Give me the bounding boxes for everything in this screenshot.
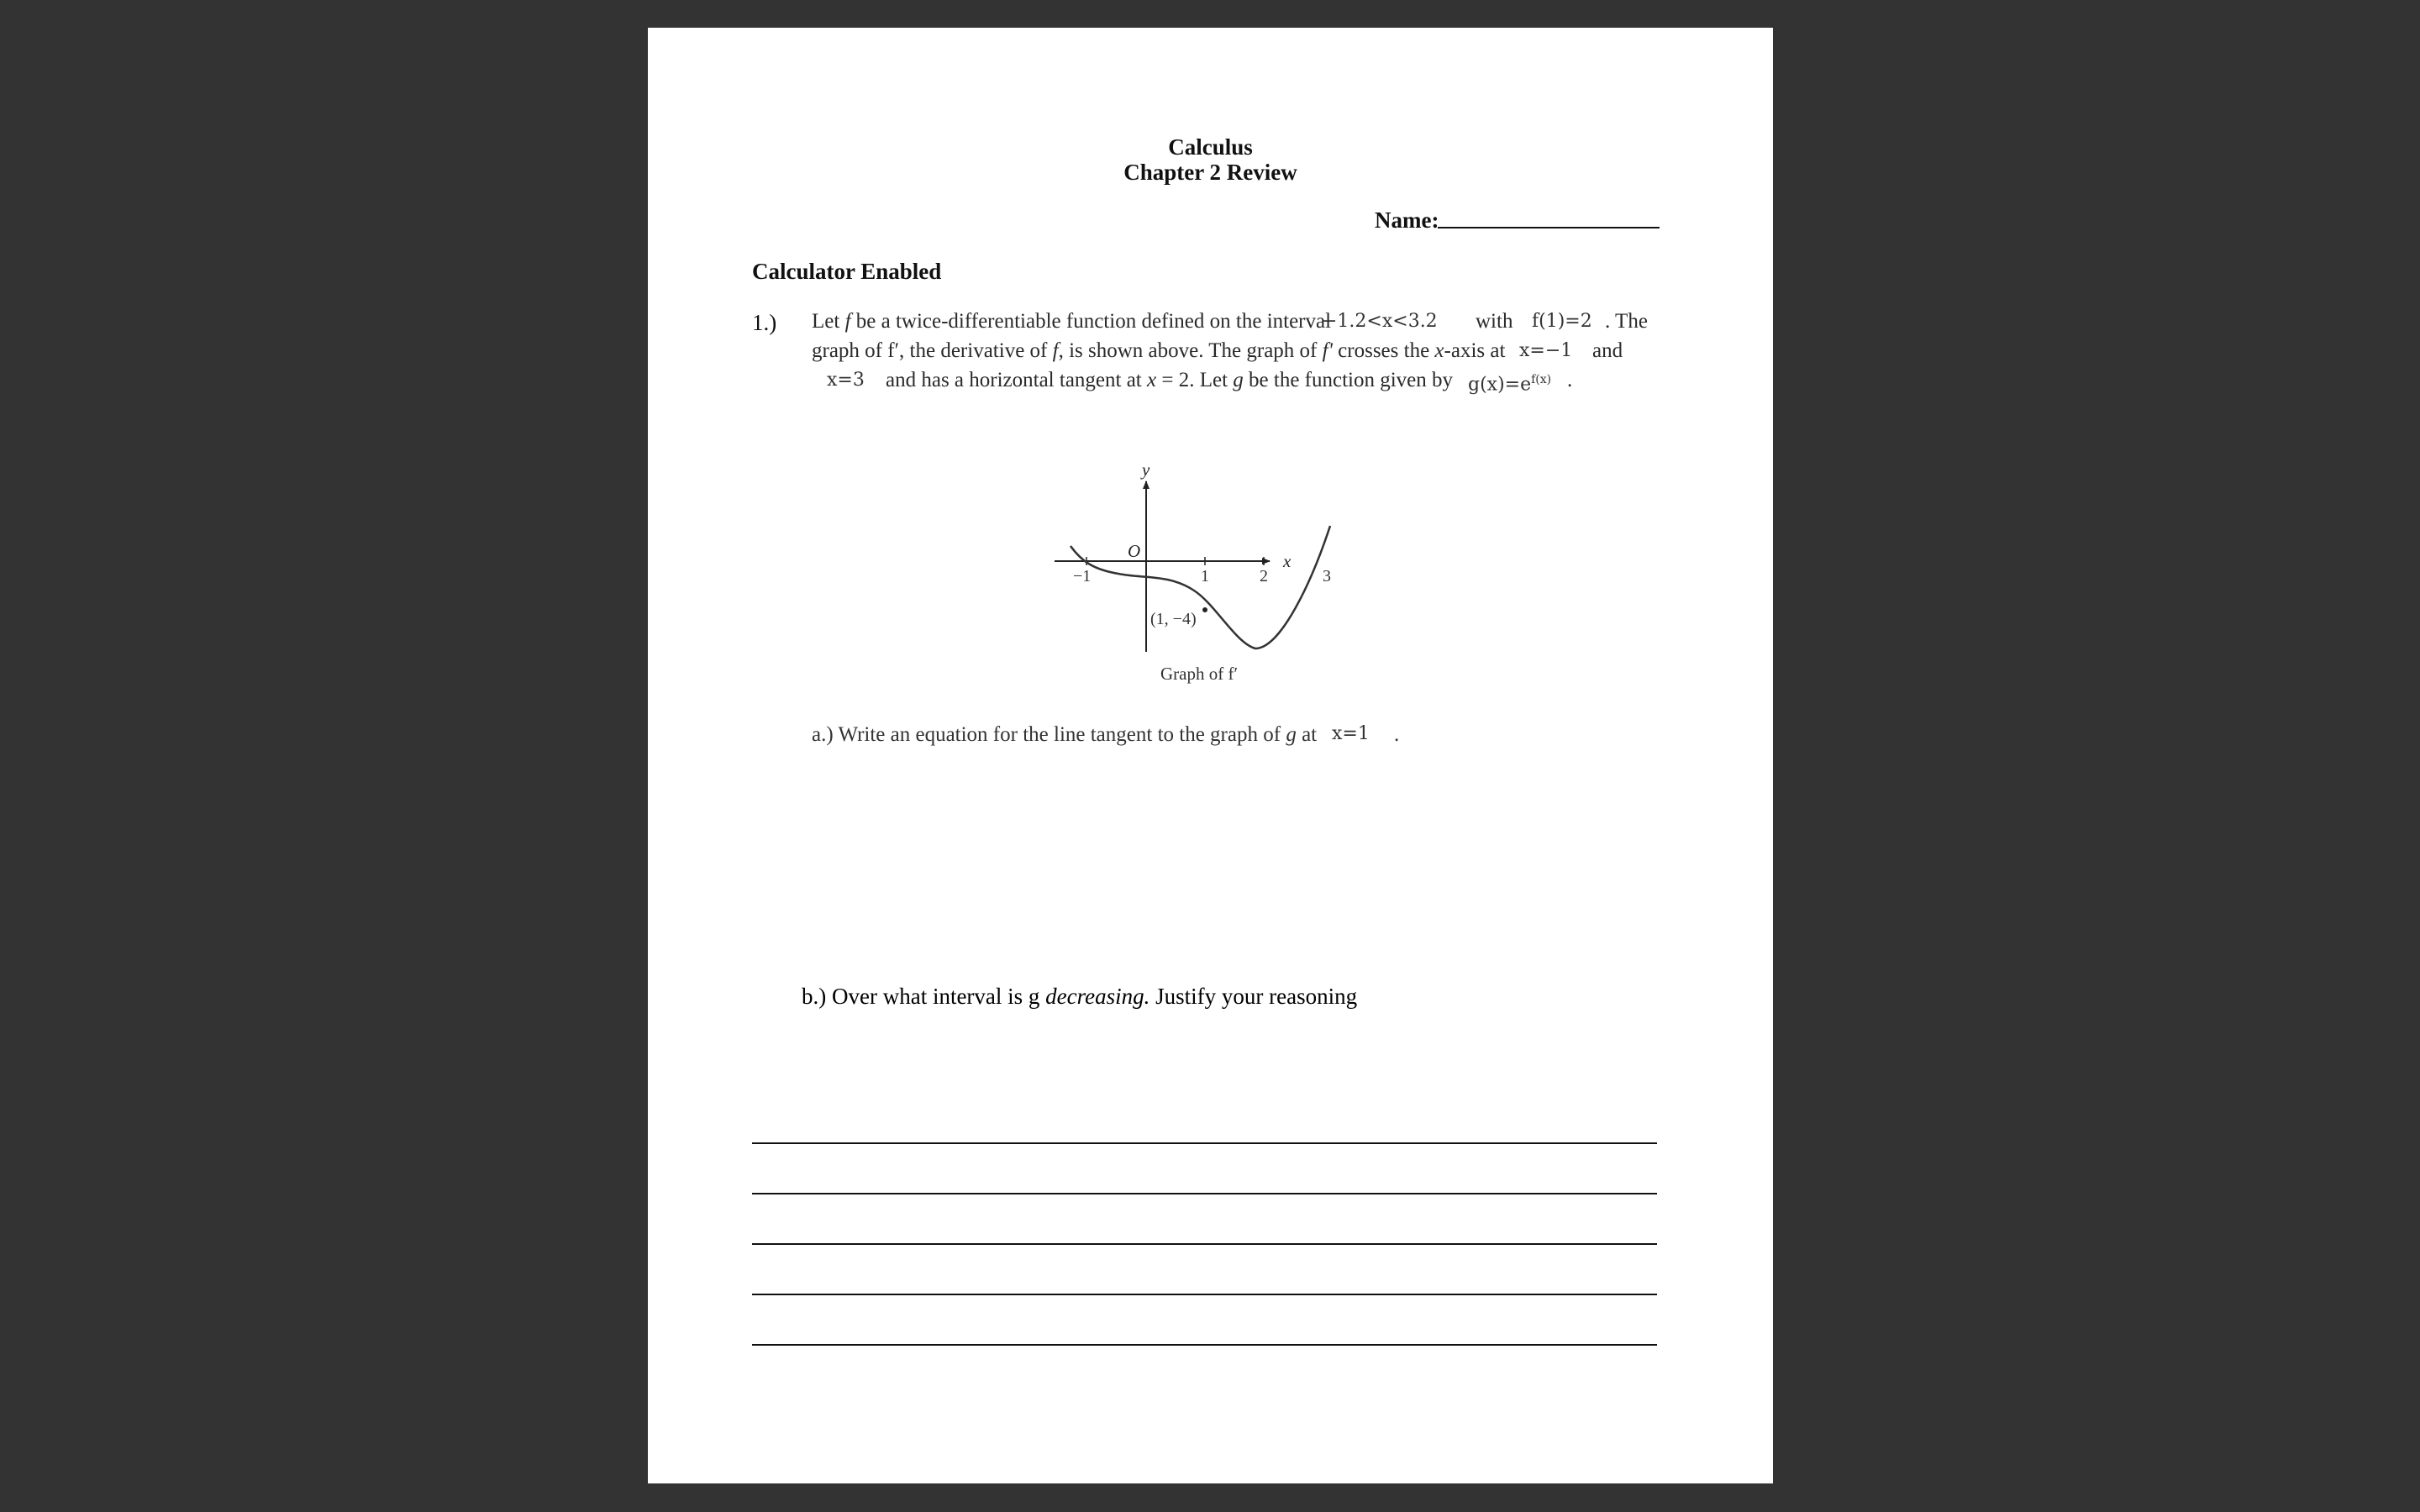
zero-expression-2: x=3 [827,370,865,391]
q1-var-x: x [1147,369,1157,391]
answer-line[interactable] [752,1142,1657,1144]
q1-text-segment: , is shown above. The graph of [1058,339,1323,362]
part-b-text: b.) Over what interval is g [802,984,1046,1009]
answer-line[interactable] [752,1344,1657,1346]
document-subtitle: Chapter 2 Review [1123,160,1297,185]
q1-var-x: x [1434,339,1444,362]
document-title: Calculus [1168,134,1253,160]
q1-text-segment: graph of f′, the derivative of [812,339,1053,362]
answer-line[interactable] [752,1243,1657,1245]
part-a-prompt [812,723,1400,747]
part-b-prompt [802,984,1357,1010]
x-axis-label: x [1283,551,1292,571]
interval-expression: −1.2<x<3.2 [1322,311,1438,332]
q1-text-segment: Let [812,310,845,333]
part-b-emphasis: decreasing. [1045,984,1150,1009]
part-a-text: at [1296,723,1318,746]
part-a-var-g: g [1286,723,1297,746]
zero-expression-1: x=−1 [1519,340,1573,361]
q1-text-segment: and has a horizontal tangent at [886,369,1147,391]
part-a-text: . [1394,723,1400,746]
y-axis-label: y [1142,459,1150,480]
answer-line[interactable] [752,1193,1657,1194]
x-tick-label: −1 [1073,567,1092,585]
point-marker [1202,607,1207,612]
x-tick-label: 2 [1260,567,1268,585]
q1-text-segment: be the function given by [1243,369,1454,391]
section-heading: Calculator Enabled [752,259,942,284]
q1-var-f: f [1052,339,1059,362]
document-page [648,28,1773,1483]
part-a-x-expression: x=1 [1332,723,1370,744]
question-1-line-1 [812,307,1660,336]
q1-text-segment: crosses the [1332,339,1435,362]
f-prime-curve [1071,526,1330,648]
q1-text-segment: -axis at [1444,339,1506,362]
part-a-text: a.) Write an equation for the line tangent to the graph of [812,723,1286,746]
q1-text-segment: . The [1605,310,1648,333]
x-tick-label: 3 [1323,567,1331,585]
point-label: (1, −4) [1150,610,1197,628]
q1-text-segment: = 2. Let [1156,369,1234,391]
part-b-text: Justify your reasoning [1150,984,1358,1009]
q1-text-segment: with [1476,310,1513,333]
g-definition-base: g(x)=e [1468,374,1532,396]
graph-of-f-prime [1043,427,1379,696]
q1-var-fprime: f' [1322,339,1333,362]
g-definition-expression [1468,365,1551,399]
q1-var-f: f [844,310,851,333]
origin-label: O [1128,541,1141,561]
name-label: Name: [1375,207,1439,233]
graph-caption: Graph of f′ [1160,664,1239,684]
question-1-text [812,307,1660,395]
q1-text-segment: be a twice-differentiable function defined on the interval [850,310,1332,333]
question-number: 1.) [752,310,777,335]
x-tick-label: 1 [1201,567,1209,585]
q1-text-segment: . [1567,369,1573,391]
name-blank-line[interactable] [1438,227,1660,228]
initial-condition-expression: f(1)=2 [1532,311,1592,332]
q1-text-segment: and [1592,339,1623,362]
q1-var-g: g [1233,369,1244,391]
g-definition-exponent: f(x) [1531,373,1552,386]
question-1-line-2 [812,336,1660,365]
answer-line[interactable] [752,1294,1657,1295]
question-1-line-3 [812,365,1660,395]
